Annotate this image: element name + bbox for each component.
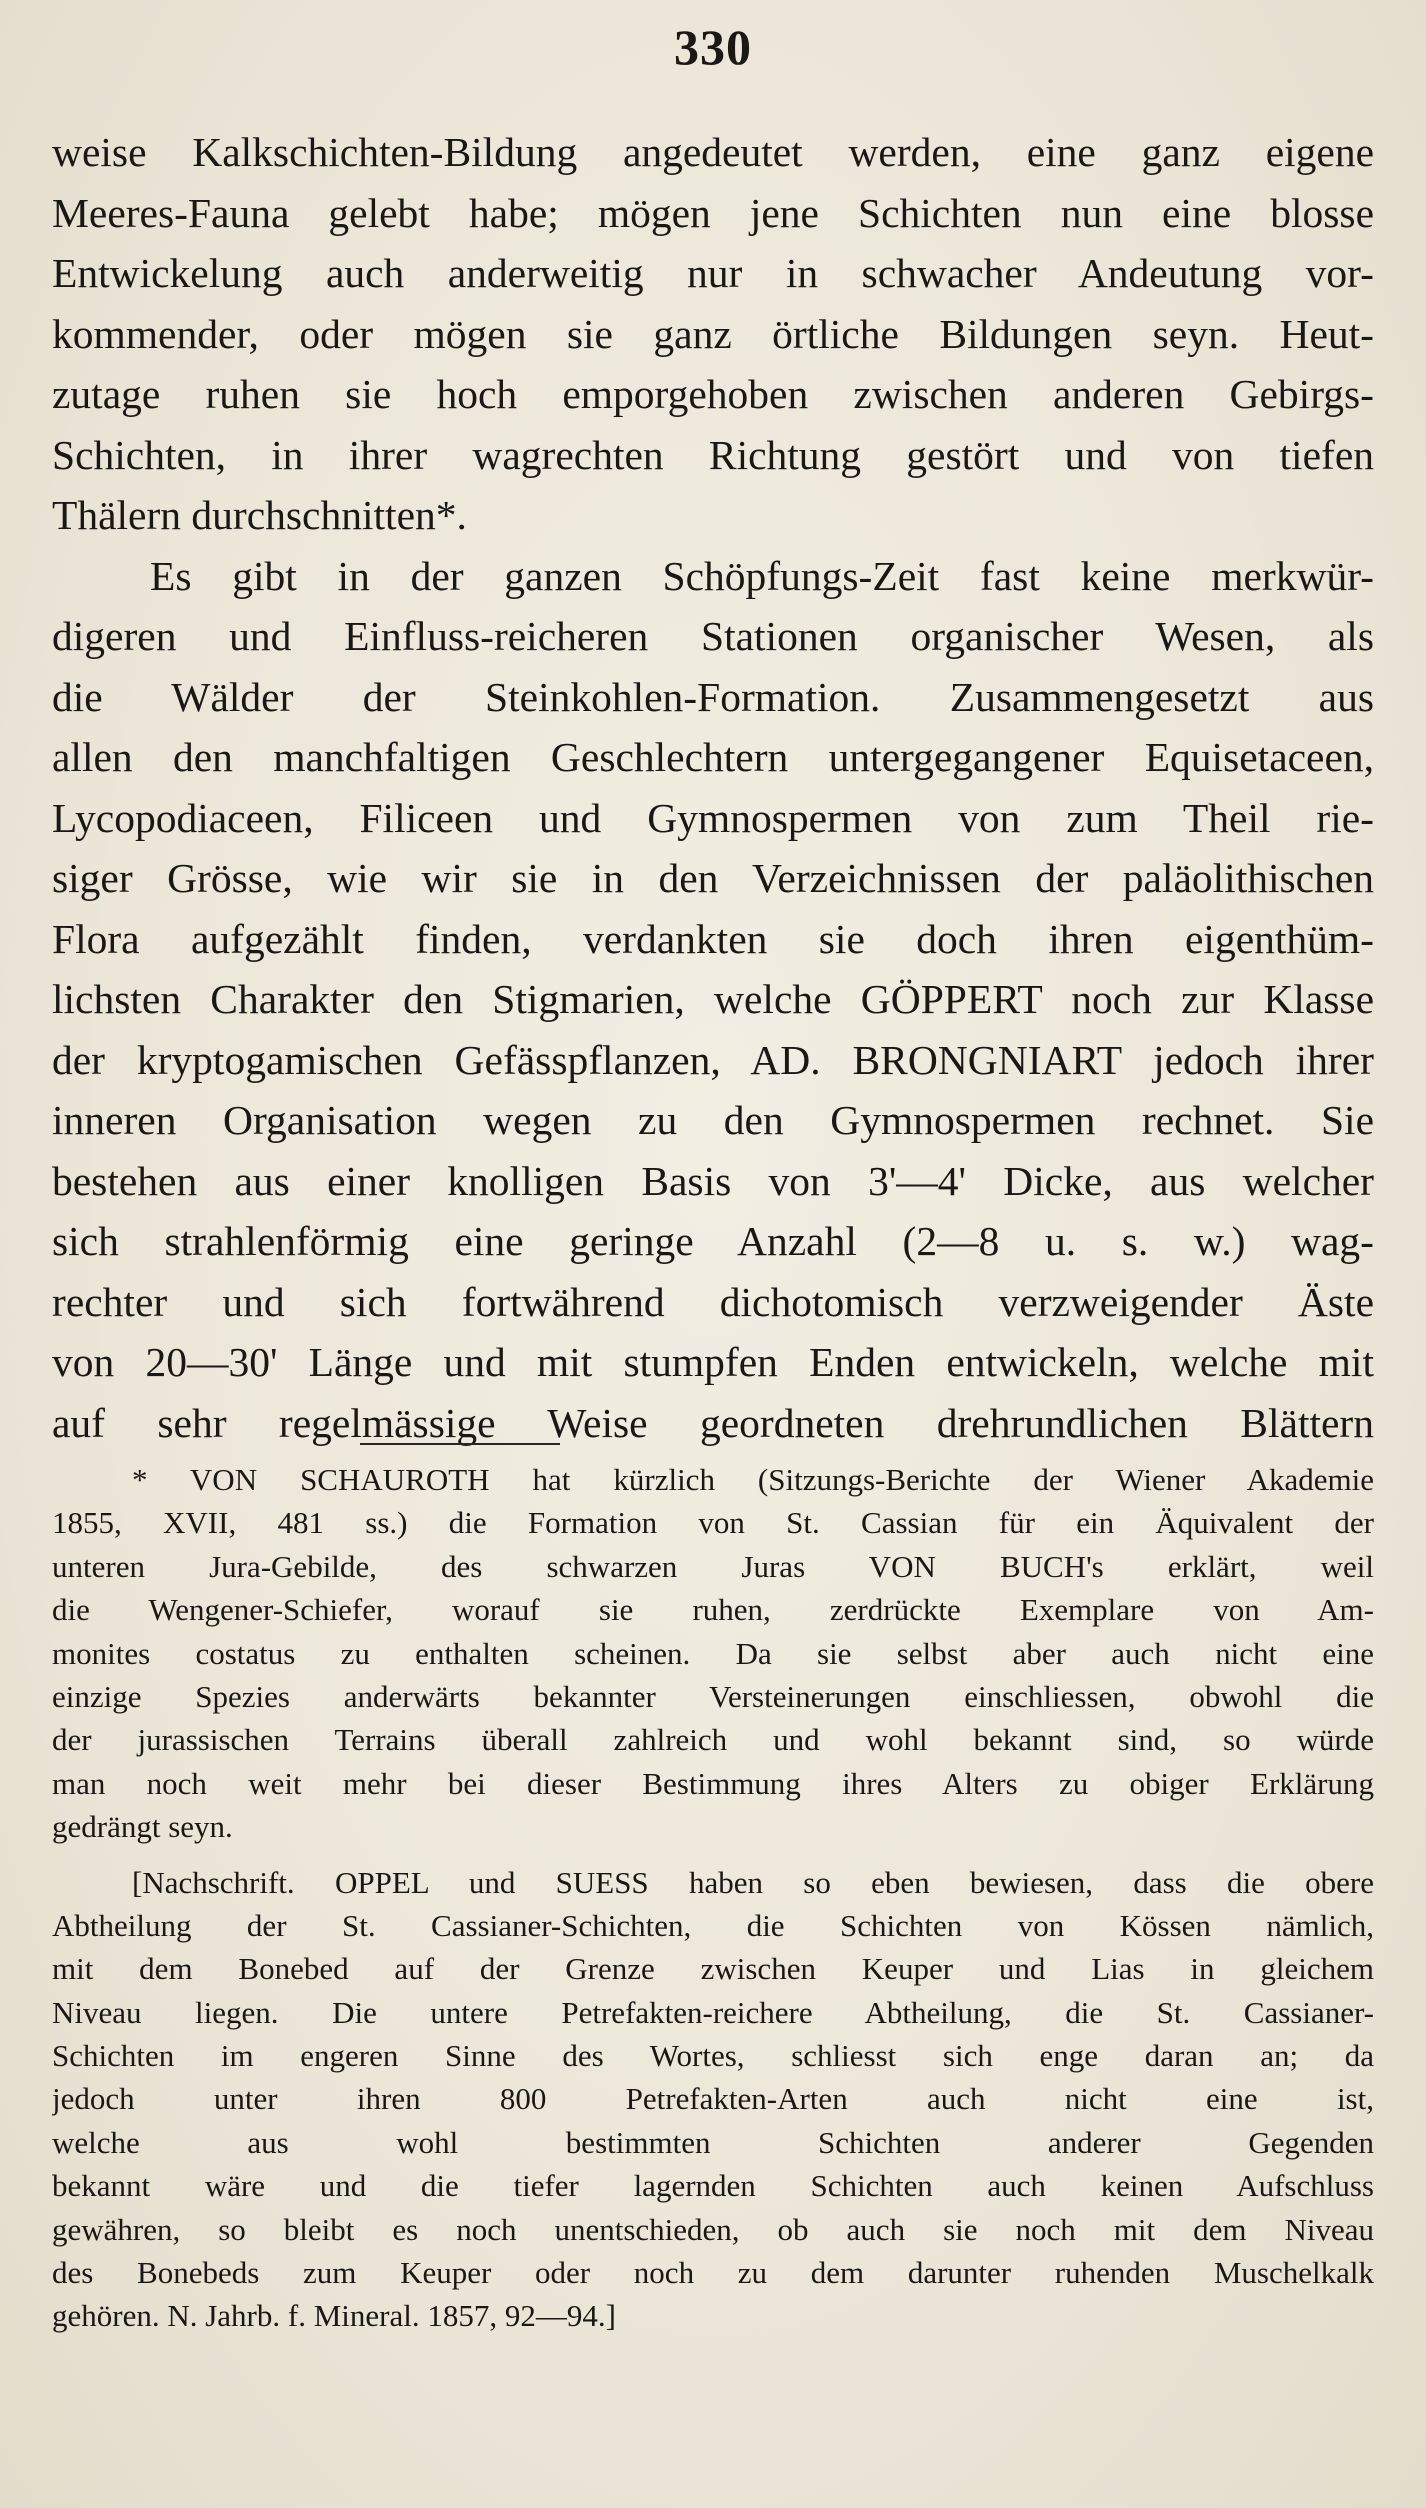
footnote-line: der jurassischen Terrains überall zahlreich und wohl bekannt sind, so würde xyxy=(52,1722,1374,1758)
footnote-line: bekannt wäre und die tiefer lagernden Schichten auch keinen Aufschluss xyxy=(52,2168,1374,2204)
footnote-line: monites costatus zu enthalten scheinen. Da sie selbst aber auch nicht eine xyxy=(52,1635,1374,1671)
footnote-line: welche aus wohl bestimmten Schichten anderer Gegenden xyxy=(52,2124,1374,2160)
body-text-line: digeren und Einfluss-reicheren Stationen organischer Wesen, als xyxy=(52,613,1374,659)
footnote-line: mit dem Bonebed auf der Grenze zwischen Keuper und Lias in gleichem xyxy=(52,1951,1374,1987)
footnote-line: gehören. N. Jahrb. f. Mineral. 1857, 92—94.] xyxy=(52,2298,616,2334)
body-text-line: Es gibt in der ganzen Schöpfungs-Zeit fast keine merkwür- xyxy=(150,552,1374,599)
body-text-line: von 20—30' Länge und mit stumpfen Enden entwickeln, welche mit xyxy=(52,1339,1374,1385)
footnote-line: die Wengener-Schiefer, worauf sie ruhen, zerdrückte Exemplare von Am- xyxy=(52,1592,1374,1628)
body-text-line: sich strahlenförmig eine geringe Anzahl (2—8 u. s. w.) wag- xyxy=(52,1218,1374,1264)
footnote-line: * VON SCHAUROTH hat kürzlich (Sitzungs-Berichte der Wiener Akademie xyxy=(132,1462,1374,1497)
body-text-line: zutage ruhen sie hoch emporgehoben zwischen anderen Gebirgs- xyxy=(52,371,1374,417)
body-text-line: Meeres-Fauna gelebt habe; mögen jene Schichten nun eine blosse xyxy=(52,189,1374,236)
main-text-block xyxy=(52,122,1374,1453)
body-text-line: die Wälder der Steinkohlen-Formation. Zusammengesetzt aus xyxy=(52,673,1374,720)
body-text-line: Entwickelung auch anderweitig nur in schwacher Andeutung vor- xyxy=(52,250,1374,296)
page-number: 330 xyxy=(674,19,752,75)
footnote-block xyxy=(52,1458,1374,2338)
body-text-line: weise Kalkschichten-Bildung angedeutet werden, eine ganz eigene xyxy=(52,129,1374,175)
footnote-line: einzige Spezies anderwärts bekannter Versteinerungen einschliessen, obwohl die xyxy=(52,1678,1374,1714)
body-text-line: bestehen aus einer knolligen Basis von 3'—4' Dicke, aus welcher xyxy=(52,1157,1374,1204)
body-text-line: der kryptogamischen Gefässpflanzen, AD. BRONGNIART jedoch ihrer xyxy=(52,1036,1374,1083)
body-text-line: kommender, oder mögen sie ganz örtliche Bildungen seyn. Heut- xyxy=(52,310,1374,357)
footnote-line: [Nachschrift. OPPEL und SUESS haben so eben bewiesen, dass die obere xyxy=(132,1864,1374,1900)
body-text-line: lichsten Charakter den Stigmarien, welche GÖPPERT noch zur Klasse xyxy=(52,976,1374,1022)
footnote-line: gedrängt seyn. xyxy=(52,1809,233,1845)
body-text-line: Lycopodiaceen, Filiceen und Gymnospermen von zum Theil rie- xyxy=(52,794,1374,841)
body-text-line: inneren Organisation wegen zu den Gymnospermen rechnet. Sie xyxy=(52,1097,1374,1143)
footnote-paragraph-gap xyxy=(52,1849,1374,1861)
footnote-divider xyxy=(360,1443,560,1445)
footnote-line: 1855, XVII, 481 ss.) die Formation von St. Cassian für ein Äquivalent der xyxy=(52,1505,1374,1541)
body-text-line: Flora aufgezählt finden, verdankten sie doch ihren eigenthüm- xyxy=(52,915,1374,962)
body-text-line: auf sehr regelmässige Weise geordneten drehrundlichen Blättern xyxy=(52,1399,1374,1446)
footnote-line: gewähren, so bleibt es noch unentschieden, ob auch sie noch mit dem Niveau xyxy=(52,2211,1374,2247)
footnote-line: Niveau liegen. Die untere Petrefakten-reichere Abtheilung, die St. Cassianer- xyxy=(52,1994,1374,2030)
footnote-line: man noch weit mehr bei dieser Bestimmung ihres Alters zu obiger Erklärung xyxy=(52,1765,1374,1801)
body-text-line: rechter und sich fortwährend dichotomisch verzweigender Äste xyxy=(52,1278,1374,1325)
body-text-line: Thälern durchschnitten*. xyxy=(52,492,467,538)
body-text-line: allen den manchfaltigen Geschlechtern untergegangener Equisetaceen, xyxy=(52,734,1374,780)
body-text-line: siger Grösse, wie wir sie in den Verzeichnissen der paläolithischen xyxy=(52,855,1374,901)
footnote-line: jedoch unter ihren 800 Petrefakten-Arten auch nicht eine ist, xyxy=(52,2081,1374,2117)
body-text-line: Schichten, in ihrer wagrechten Richtung gestört und von tiefen xyxy=(52,431,1374,478)
footnote-line: des Bonebeds zum Keuper oder noch zu dem darunter ruhenden Muschelkalk xyxy=(52,2255,1374,2291)
footnote-line: unteren Jura-Gebilde, des schwarzen Juras VON BUCH's erklärt, weil xyxy=(52,1548,1374,1584)
footnote-line: Schichten im engeren Sinne des Wortes, schliesst sich enge daran an; da xyxy=(52,2038,1374,2074)
footnote-line: Abtheilung der St. Cassianer-Schichten, die Schichten von Kössen nämlich, xyxy=(52,1907,1374,1943)
